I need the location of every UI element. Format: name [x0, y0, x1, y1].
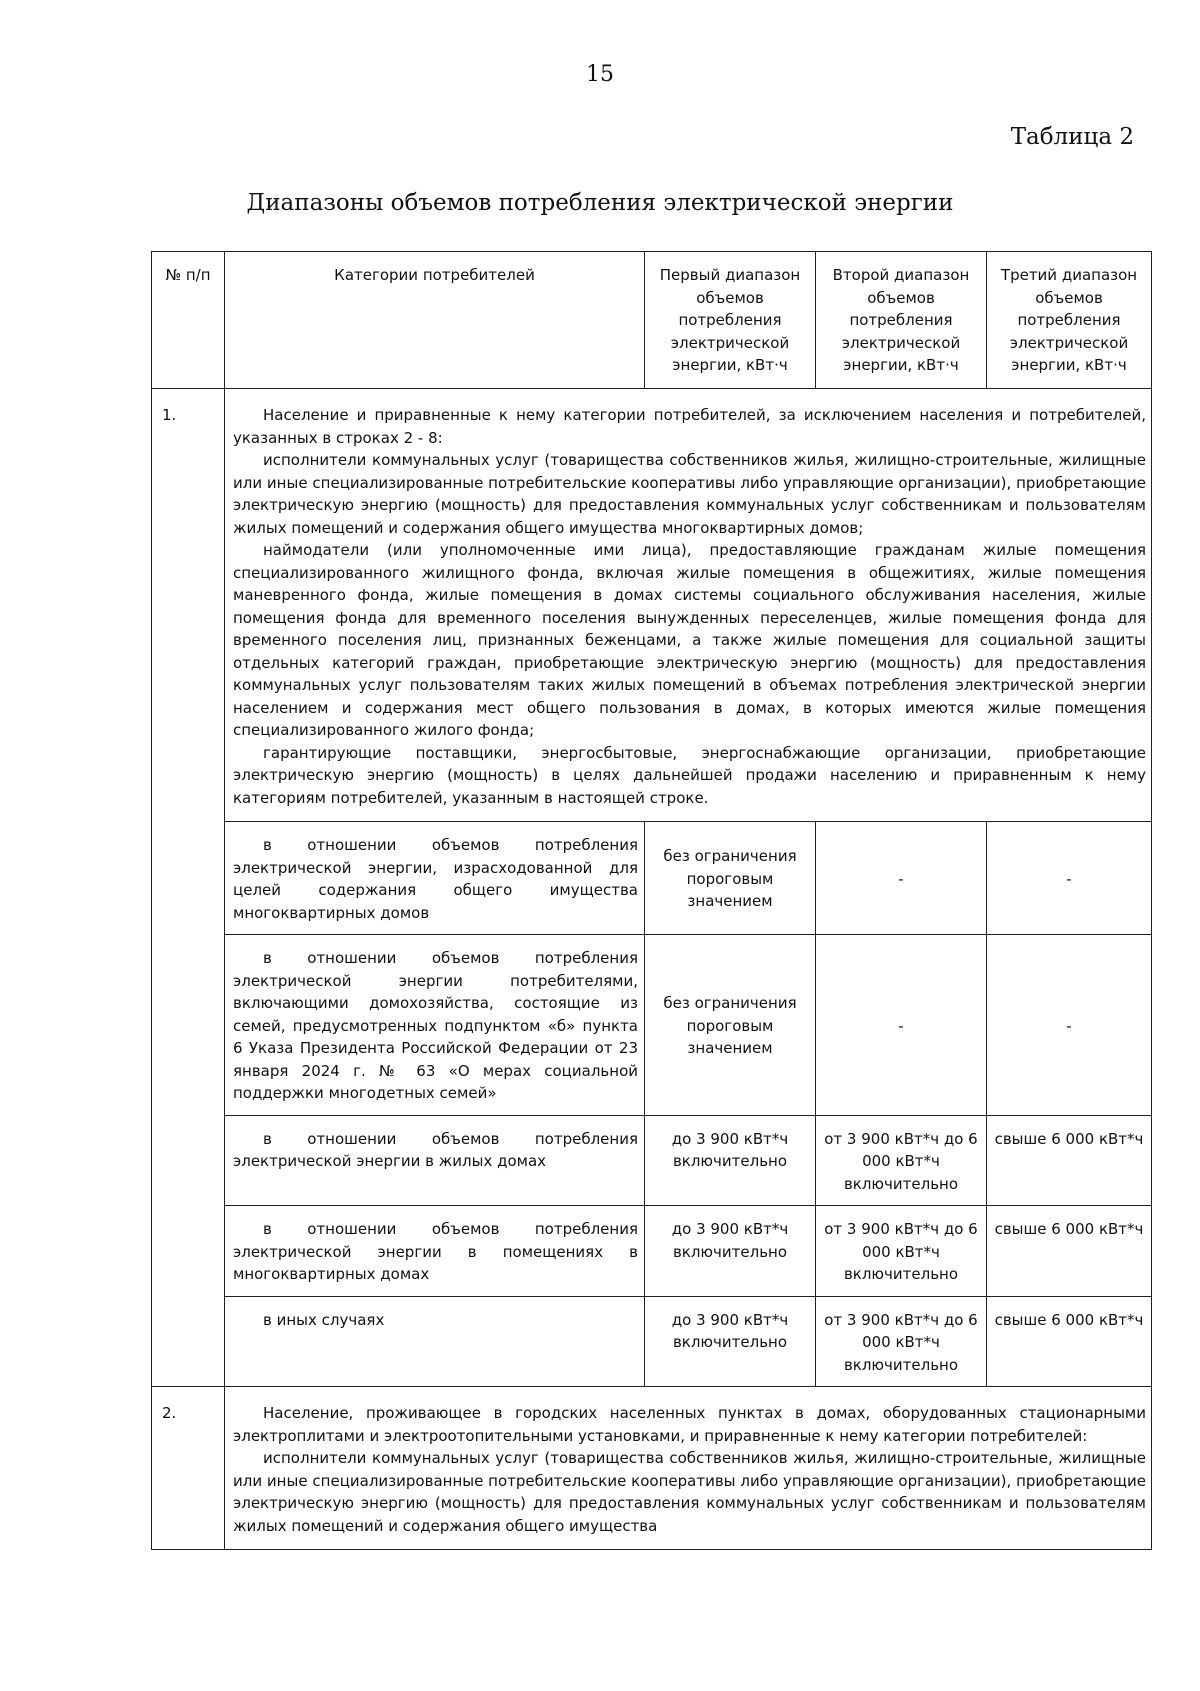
- subcategory-cell: [225, 1115, 645, 1206]
- header-category: Категории потребителей: [225, 252, 645, 389]
- header-range3: Третий диапазон объемов потребления электрической энергии, кВт·ч: [987, 252, 1152, 389]
- subcategory-text: в иных случаях: [263, 1310, 385, 1329]
- range1-cell: без ограничения пороговым значением: [645, 935, 816, 1116]
- range3-cell: свыше 6 000 кВт*ч: [987, 1115, 1152, 1206]
- subcategory-cell: [225, 1296, 645, 1387]
- row-number: 1.: [152, 389, 225, 1387]
- range3-cell: -: [987, 935, 1152, 1116]
- table-row: [152, 1115, 1152, 1206]
- category-paragraph: Население, проживающее в городских населенных пунктах в домах, оборудованных стационарными электроплитами и электроотопительными установками, и приравненные к нему категории потребителей:: [233, 1404, 1146, 1445]
- table-row: [152, 389, 1152, 822]
- subcategory-text: в отношении объемов потребления электрической энергии потребителями, включающими домохозяйства, состоящие из семей, предусмотренных подпунктом «б» пункта 6 Указа Президента Российской Федерации от 23 января 2024 г. № 63 «О мерах социальной поддержки многодетных семей»: [233, 949, 638, 1102]
- category-paragraph: исполнители коммунальных услуг (товарищества собственников жилья, жилищно-строительные, жилищные или иные специализированные потребительские кооперативы либо управляющие организации), приобретающие электрическую энергию (мощность) для предоставления коммунальных услуг собственникам и пользователям жилых помещений и содержания общего имущества многоквартирных домов;: [233, 451, 1146, 537]
- subcategory-text: в отношении объемов потребления электрической энергии, израсходованной для целей содержания общего имущества многоквартирных домов: [233, 836, 638, 922]
- subcategory-text: в отношении объемов потребления электрической энергии в жилых домах: [233, 1129, 638, 1170]
- category-description: [225, 1387, 1152, 1550]
- subcategory-text: в отношении объемов потребления электрической энергии в помещениях в многоквартирных домах: [233, 1220, 638, 1283]
- header-range2: Второй диапазон объемов потребления электрической энергии, кВт·ч: [816, 252, 987, 389]
- range2-cell: от 3 900 кВт*ч до 6 000 кВт*ч включительно: [816, 1206, 987, 1297]
- category-paragraph: гарантирующие поставщики, энергосбытовые, энергоснабжающие организации, приобретающие электрическую энергию (мощность) в целях дальнейшей продажи населению и приравненным к нему категориям потребителей, указанным в настоящей строке.: [233, 743, 1146, 807]
- range3-cell: свыше 6 000 кВт*ч: [987, 1296, 1152, 1387]
- row-number: 2.: [152, 1387, 225, 1550]
- page-number: 15: [586, 62, 614, 87]
- subcategory-cell: [225, 935, 645, 1116]
- range3-cell: свыше 6 000 кВт*ч: [987, 1206, 1152, 1297]
- header-num: № п/п: [152, 252, 225, 389]
- header-range1: Первый диапазон объемов потребления электрической энергии, кВт·ч: [645, 252, 816, 389]
- subcategory-cell: [225, 1206, 645, 1297]
- table-header-row: [152, 252, 1152, 389]
- table-row: [152, 1296, 1152, 1387]
- range1-cell: до 3 900 кВт*ч включительно: [645, 1206, 816, 1297]
- document-title: Диапазоны объемов потребления электрической энергии: [246, 190, 954, 216]
- range1-cell: до 3 900 кВт*ч включительно: [645, 1296, 816, 1387]
- range1-cell: без ограничения пороговым значением: [645, 822, 816, 935]
- category-paragraph: наймодатели (или уполномоченные ими лица), предоставляющие гражданам жилые помещения специализированного жилищного фонда, включая жилые помещения в общежитиях, жилые помещения маневренного фонда, жилые помещения в домах системы социального обслуживания населения, жилые помещения фонда для временного поселения вынужденных переселенцев, жилые помещения фонда для временного поселения лиц, признанных беженцами, а также жилые помещения для социальной защиты отдельных категорий граждан, приобретающие электрическую энергию (мощность) для предоставления коммунальных услуг пользователям таких жилых помещений в объемах потребления электрической энергии населением и содержания мест общего пользования в домах, в которых имеются жилые помещения специализированного жилого фонда;: [233, 541, 1146, 739]
- range2-cell: -: [816, 822, 987, 935]
- range3-cell: -: [987, 822, 1152, 935]
- range2-cell: от 3 900 кВт*ч до 6 000 кВт*ч включительно: [816, 1296, 987, 1387]
- table-row: [152, 1206, 1152, 1297]
- category-description: [225, 389, 1152, 822]
- table-label: Таблица 2: [1010, 124, 1134, 150]
- consumption-ranges-table: [151, 251, 1152, 1550]
- range2-cell: от 3 900 кВт*ч до 6 000 кВт*ч включительно: [816, 1115, 987, 1206]
- table-row: [152, 935, 1152, 1116]
- category-paragraph: исполнители коммунальных услуг (товарищества собственников жилья, жилищно-строительные, жилищные или иные специализированные потребительские кооперативы либо управляющие организации), приобретающие электрическую энергию (мощность) для предоставления коммунальных услуг собственникам и пользователям жилых помещений и содержания общего имущества: [233, 1449, 1146, 1535]
- category-paragraph: Население и приравненные к нему категории потребителей, за исключением населения и потребителей, указанных в строках 2 - 8:: [233, 406, 1146, 447]
- subcategory-cell: [225, 822, 645, 935]
- range1-cell: до 3 900 кВт*ч включительно: [645, 1115, 816, 1206]
- range2-cell: -: [816, 935, 987, 1116]
- table-row: [152, 1387, 1152, 1550]
- table-row: [152, 822, 1152, 935]
